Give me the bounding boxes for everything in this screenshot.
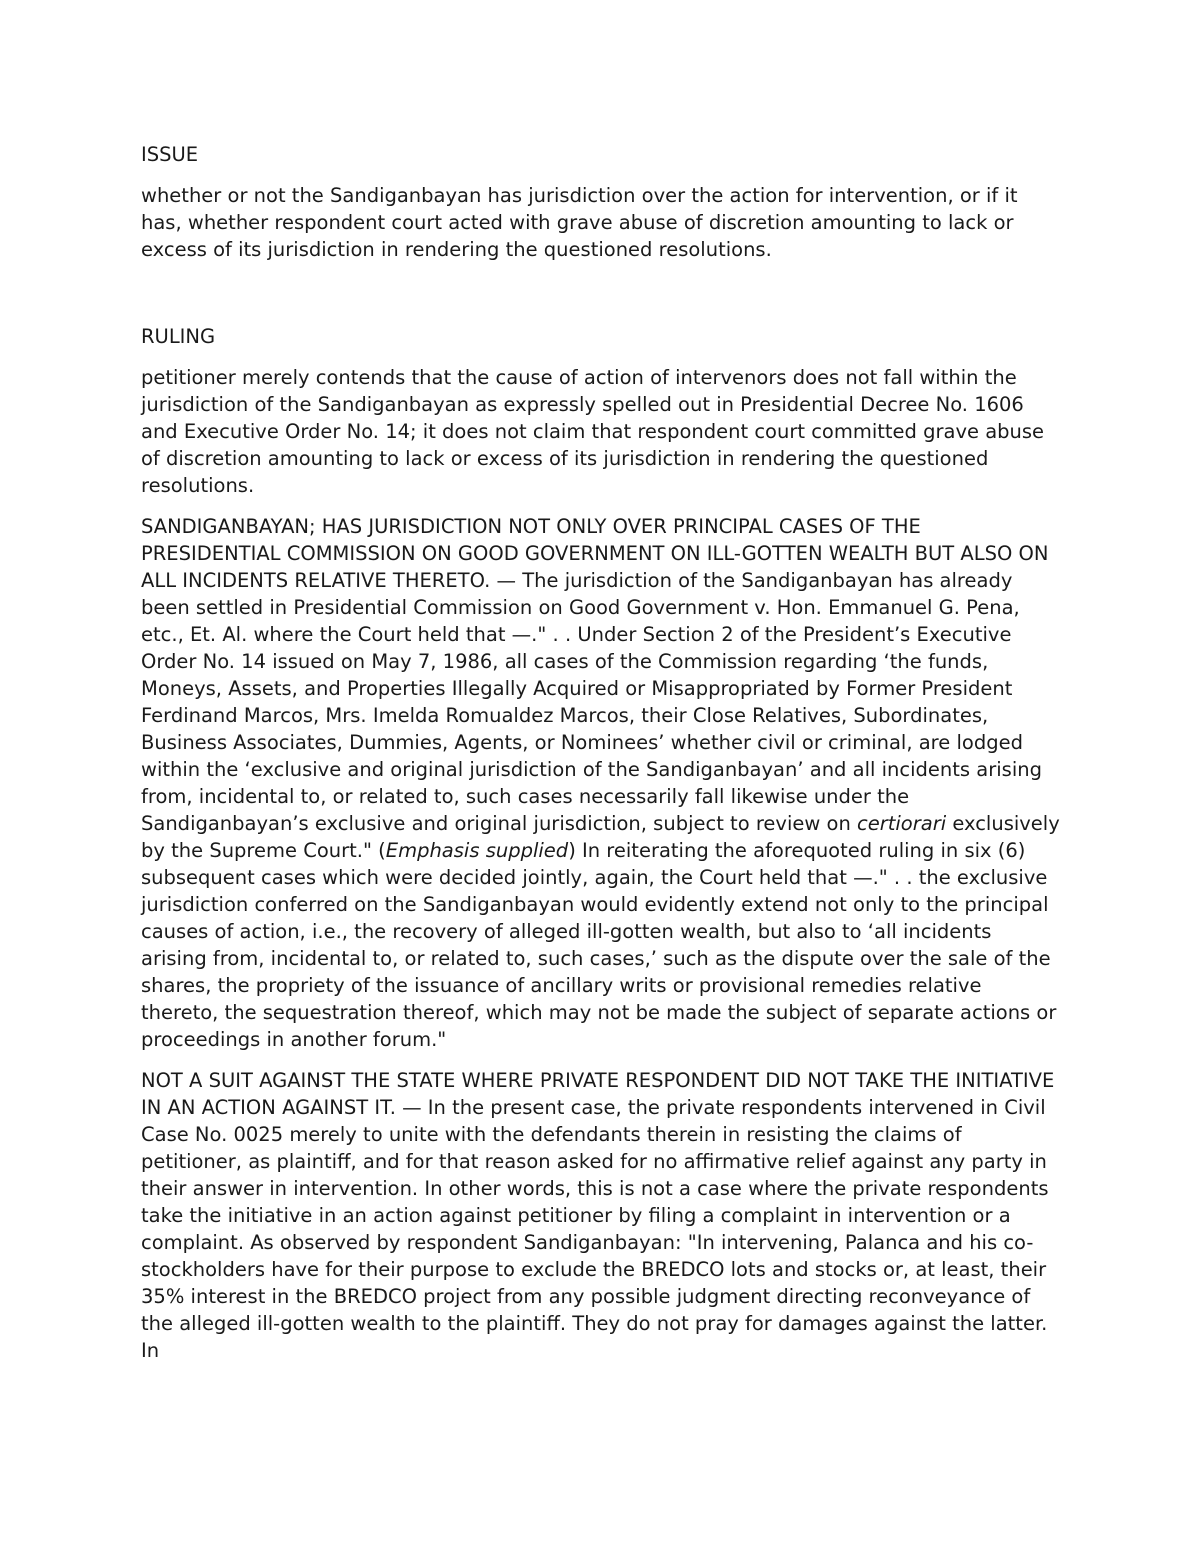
issue-heading: ISSUE: [141, 143, 199, 166]
ruling-paragraph-3: NOT A SUIT AGAINST THE STATE WHERE PRIVATE RESPONDENT DID NOT TAKE THE INITIATIVE IN AN ACTION AGAINST IT. — In the present case, the private respondents intervened in Civil Case No. 0025 merely to unite with the defendants therein in resisting the claims of petitioner, as plaintiff, and for that reason asked for no affirmative relief against any party in their answer in intervention. In other words, this is not a case where the private respondents take the initiative in an action against petitioner by filing a complaint in intervention or a complaint. As observed by respondent Sandiganbayan: "In intervening, Palanca and his co-stockholders have for their purpose to exclude the BREDCO lots and stocks or, at least, their 35% interest in the BREDCO project from any possible judgment directing reconveyance of the alleged ill-gotten wealth to the plaintiff. They do not pray for damages against the latter. In: [141, 1069, 1055, 1362]
italic-certiorari: certiorari: [857, 812, 947, 835]
ruling-paragraph-2-part-1: SANDIGANBAYAN; HAS JURISDICTION NOT ONLY OVER PRINCIPAL CASES OF THE PRESIDENTIAL COMMISSION ON GOOD GOVERNMENT ON ILL-GOTTEN WEALTH BUT ALSO ON ALL INCIDENTS RELATIVE THERETO. — The jurisdiction of the Sandiganbayan has already been settled in Presidential Commission on Good Government v. Hon. Emmanuel G. Pena, etc., Et. Al. where the Court held that —." . . Under Section 2 of the President’s Executive Order No. 14 issued on May 7, 1986, all cases of the Commission regarding ‘the funds, Moneys, Assets, and Properties Illegally Acquired or Misappropriated by Former President Ferdinand Marcos, Mrs. Imelda Romualdez Marcos, their Close Relatives, Subordinates, Business Associates, Dummies, Agents, or Nominees’ whether civil or criminal, are lodged within the ‘exclusive and original jurisdiction of the Sandiganbayan’ and all incidents arising from, incidental to, or related to, such cases necessarily fall likewise under the Sandiganbayan’s exclusive and original jurisdiction, subject to review on: [141, 515, 1049, 835]
ruling-paragraph-2-part-3: ) In reiterating the aforequoted ruling in six (6) subsequent cases which were decided jointly, again, the Court held that —." . . the exclusive jurisdiction conferred on the Sandiganbayan would evidently extend not only to the principal causes of action, i.e., the recovery of alleged ill-gotten wealth, but also to ‘all incidents arising from, incidental to, or related to, such cases,’ such as the dispute over the sale of the shares, the propriety of the issuance of ancillary writs or provisional remedies relative thereto, the sequestration thereof, which may not be made the subject of separate actions or proceedings in another forum.": [141, 839, 1057, 1051]
ruling-heading: RULING: [141, 325, 216, 348]
issue-paragraph: whether or not the Sandiganbayan has jurisdiction over the action for intervention, or if it has, whether respondent court acted with grave abuse of discretion amounting to lack or excess of its jurisdiction in rendering the questioned resolutions.: [141, 184, 1018, 261]
italic-emphasis-supplied: Emphasis supplied: [385, 839, 569, 862]
document-body: [141, 141, 1061, 1378]
ruling-paragraph-2-part-2: exclusively by the Supreme Court." (: [141, 812, 1060, 862]
ruling-paragraph-1: petitioner merely contends that the cause of action of intervenors does not fall within the jurisdiction of the Sandiganbayan as expressly spelled out in Presidential Decree No. 1606 and Executive Order No. 14; it does not claim that respondent court committed grave abuse of discretion amounting to lack or excess of its jurisdiction in rendering the questioned resolutions.: [141, 366, 1045, 497]
section-spacer: [141, 277, 1061, 323]
ruling-paragraph-2: [141, 513, 1061, 1053]
